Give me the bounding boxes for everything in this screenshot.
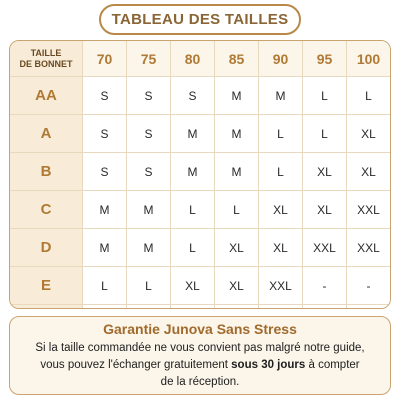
- size-cell: M: [126, 229, 170, 266]
- size-cell: XXL: [346, 229, 390, 266]
- size-cell: XL: [258, 191, 302, 228]
- size-cell: S: [82, 77, 126, 114]
- size-cell: XXL: [302, 229, 346, 266]
- size-cell: XL: [258, 229, 302, 266]
- size-cell: M: [214, 115, 258, 152]
- table-row: [10, 76, 390, 114]
- size-cell: L: [170, 229, 214, 266]
- band-header: 80: [170, 41, 214, 76]
- cup-size-label: A: [10, 115, 82, 152]
- size-cell: [170, 305, 214, 309]
- band-header: 90: [258, 41, 302, 76]
- size-cell: -: [302, 267, 346, 304]
- size-cell: L: [258, 115, 302, 152]
- guarantee-text-line1: Si la taille commandée ne vous convient pas malgré notre guide,: [35, 342, 365, 354]
- guarantee-highlight: sous 30 jours: [231, 359, 306, 371]
- size-cell: L: [258, 153, 302, 190]
- size-cell: [82, 305, 126, 309]
- size-cell: M: [82, 191, 126, 228]
- size-cell: S: [82, 115, 126, 152]
- size-cell: S: [126, 115, 170, 152]
- size-cell: XL: [346, 115, 390, 152]
- cup-size-label: AA: [10, 77, 82, 114]
- size-cell: S: [170, 77, 214, 114]
- band-header: 85: [214, 41, 258, 76]
- table-row: [10, 190, 390, 228]
- page-title: TABLEAU DES TAILLES: [99, 4, 301, 35]
- size-cell: M: [214, 77, 258, 114]
- size-cell: XL: [302, 153, 346, 190]
- size-cell: M: [214, 153, 258, 190]
- band-header: 75: [126, 41, 170, 76]
- size-cell: M: [82, 229, 126, 266]
- guarantee-text-line2: [10, 357, 390, 374]
- size-cell: L: [126, 267, 170, 304]
- size-cell: S: [126, 77, 170, 114]
- size-cell: L: [170, 191, 214, 228]
- size-cell: XXL: [258, 267, 302, 304]
- size-cell: L: [214, 191, 258, 228]
- size-cell: XL: [170, 267, 214, 304]
- table-body: [10, 76, 390, 309]
- cup-size-header-line1: TAILLE: [30, 47, 62, 58]
- table-row: [10, 114, 390, 152]
- table-row: [10, 266, 390, 304]
- cup-size-label: B: [10, 153, 82, 190]
- cup-size-label: D: [10, 229, 82, 266]
- band-header: 95: [302, 41, 346, 76]
- size-cell: -: [346, 267, 390, 304]
- size-cell: M: [170, 115, 214, 152]
- cup-size-label: E: [10, 267, 82, 304]
- size-cell: L: [82, 267, 126, 304]
- size-cell: XL: [302, 191, 346, 228]
- size-cell: [346, 305, 390, 309]
- size-chart-table: [9, 40, 391, 309]
- band-header: 100: [346, 41, 390, 76]
- table-row: [10, 304, 390, 309]
- size-cell: L: [302, 77, 346, 114]
- size-cell: XL: [214, 267, 258, 304]
- guarantee-text-line2-end: à compter: [305, 359, 360, 371]
- guarantee-title: Garantie Junova Sans Stress: [103, 321, 297, 337]
- cup-size-label: [10, 305, 82, 309]
- size-cell: L: [302, 115, 346, 152]
- size-cell: S: [126, 153, 170, 190]
- table-header-row: [10, 41, 390, 76]
- band-header: 70: [82, 41, 126, 76]
- size-cell: M: [170, 153, 214, 190]
- size-cell: M: [126, 191, 170, 228]
- cup-size-header-line2: DE BONNET: [19, 58, 73, 69]
- size-cell: [302, 305, 346, 309]
- size-cell: [126, 305, 170, 309]
- size-cell: M: [258, 77, 302, 114]
- guarantee-text-line2-start: vous pouvez l'échanger gratuitement: [40, 359, 232, 371]
- size-cell: L: [346, 77, 390, 114]
- size-cell: XXL: [346, 191, 390, 228]
- cup-size-header: [10, 41, 82, 76]
- size-cell: [214, 305, 258, 309]
- guarantee-box: [9, 316, 391, 395]
- cup-size-label: C: [10, 191, 82, 228]
- size-cell: XL: [214, 229, 258, 266]
- size-cell: S: [82, 153, 126, 190]
- table-row: [10, 152, 390, 190]
- guarantee-text-line3: de la réception.: [160, 376, 240, 388]
- size-cell: [258, 305, 302, 309]
- size-cell: XL: [346, 153, 390, 190]
- table-row: [10, 228, 390, 266]
